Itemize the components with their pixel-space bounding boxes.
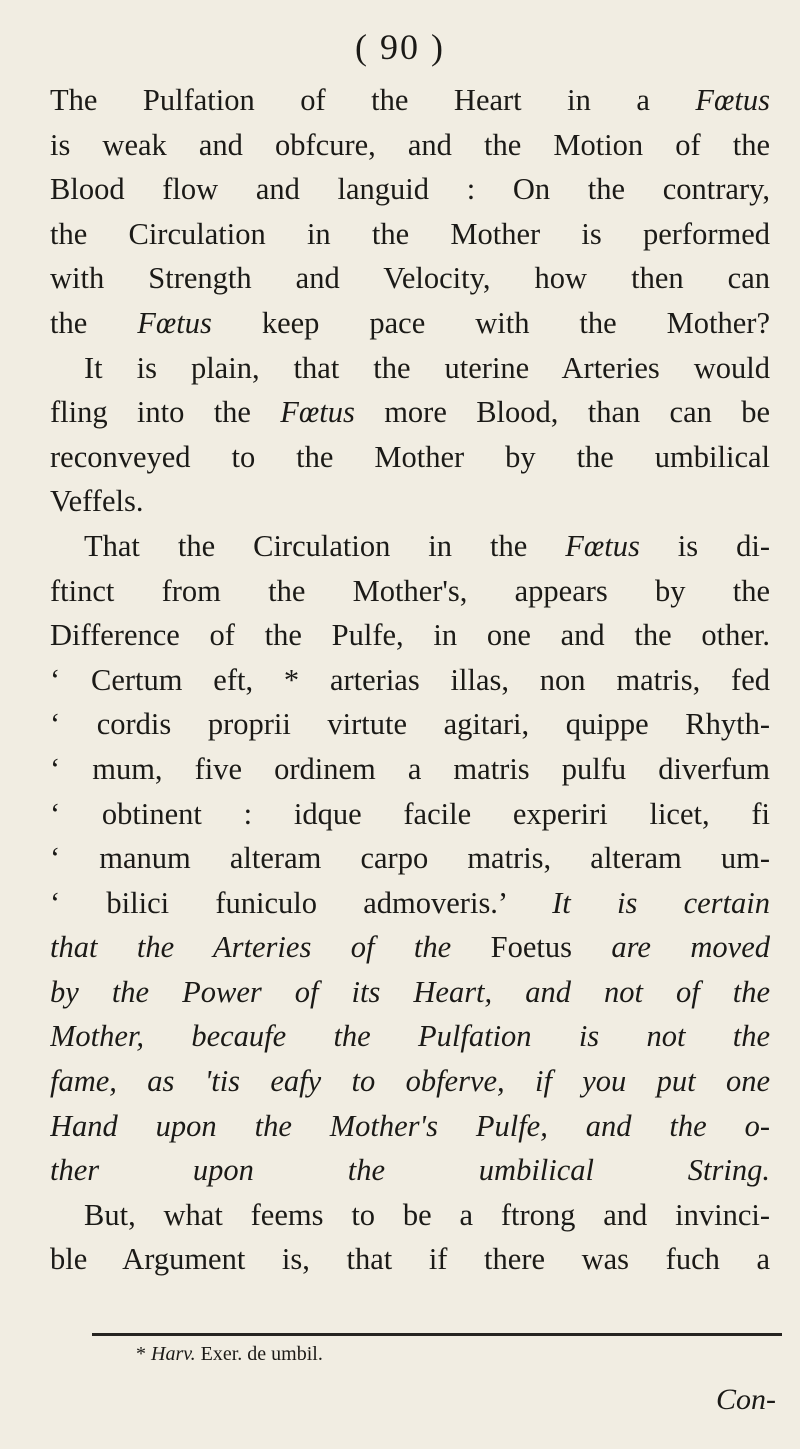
text-line: [50, 256, 770, 301]
roman-text: reconveyed to the Mother by the umbilical: [50, 439, 770, 474]
text-line: [50, 792, 770, 837]
text-line: [50, 78, 770, 123]
roman-text: But, what feems to be a ftrong and invinci-: [84, 1197, 770, 1232]
text-line: [50, 881, 770, 926]
body-text: [50, 78, 770, 1282]
text-line: [50, 390, 770, 435]
roman-text: with Strength and Velocity, how then can: [50, 261, 770, 296]
italic-text: Fœtus: [695, 83, 770, 117]
italic-text: Mother, becaufe the Pulfation is not the: [50, 1019, 770, 1054]
italic-text: are moved: [571, 930, 770, 965]
roman-text: ‘ bilici funiculo admoveris.’: [50, 885, 553, 920]
roman-text: Blood flow and languid : On the contrary,: [50, 172, 770, 207]
text-line: [50, 702, 770, 747]
roman-text: the Circulation in the Mother is performed: [50, 216, 770, 251]
italic-text: It is certain: [552, 885, 770, 920]
footnote-author: Harv.: [151, 1343, 196, 1365]
roman-text: the: [50, 305, 138, 340]
text-line: [50, 1193, 770, 1238]
roman-text: It is plain, that the uterine Arteries would: [84, 350, 770, 385]
text-line: [50, 1237, 770, 1282]
text-line: [50, 613, 770, 658]
text-line: [50, 167, 770, 212]
italic-text: Hand upon the Mother's Pulfe, and the o-: [50, 1108, 770, 1143]
roman-text: fling into the: [50, 395, 281, 430]
italic-text: fame, as 'tis eafy to obferve, if you put one: [50, 1064, 770, 1099]
text-line: [50, 346, 770, 391]
roman-text: Difference of the Pulfe, in one and the other.: [50, 618, 770, 653]
text-line: [50, 1014, 770, 1059]
italic-text: that the Arteries of the: [50, 930, 491, 965]
text-line: [50, 836, 770, 881]
footnote-mark: *: [136, 1343, 151, 1365]
text-line: [50, 747, 770, 792]
text-line: [50, 1059, 770, 1104]
page-number-header: ( 90 ): [355, 27, 445, 67]
roman-text: ‘ manum alteram carpo matris, alteram um-: [50, 841, 770, 876]
text-line: [50, 925, 770, 970]
text-line: [50, 970, 770, 1015]
text-line: [50, 1148, 770, 1193]
text-line: [50, 569, 770, 614]
text-line: [50, 212, 770, 257]
text-line: [50, 658, 770, 703]
roman-text: ‘ Certum eft, * arterias illas, non matris, fed: [50, 662, 770, 697]
italic-text: Fœtus: [565, 528, 640, 563]
roman-text: is weak and obfcure, and the Motion of the: [50, 127, 770, 162]
roman-text: Foetus: [490, 930, 572, 965]
roman-text: ‘ obtinent : idque facile experiri licet, fi: [50, 796, 770, 831]
italic-text: Fœtus: [280, 395, 355, 430]
roman-text: is di-: [639, 528, 770, 563]
text-line: [50, 301, 770, 346]
footnote-reference: Exer. de umbil.: [195, 1343, 323, 1365]
text-line: [50, 1104, 770, 1149]
footnote-rule: [92, 1333, 782, 1336]
roman-text: keep pace with the Mother?: [211, 305, 770, 340]
roman-text: ‘ mum, five ordinem a matris pulfu diverfum: [50, 751, 770, 786]
roman-text: more Blood, than can be: [354, 395, 770, 430]
text-line: [50, 123, 770, 168]
italic-text: ther upon the umbilical String.: [50, 1153, 770, 1188]
roman-text: ‘ cordis proprii virtute agitari, quippe Rhyth-: [50, 707, 770, 742]
roman-text: The Pulfation of the Heart in a: [50, 83, 696, 117]
text-line: [50, 479, 770, 524]
italic-text: Fœtus: [137, 305, 212, 340]
text-line: [50, 435, 770, 480]
roman-text: ble Argument is, that if there was fuch a: [50, 1242, 770, 1277]
text-line: [50, 524, 770, 569]
italic-text: by the Power of its Heart, and not of the: [50, 974, 770, 1009]
roman-text: Veffels.: [50, 484, 144, 519]
footnote: [136, 1343, 323, 1366]
roman-text: That the Circulation in the: [84, 528, 566, 563]
roman-text: ftinct from the Mother's, appears by the: [50, 573, 770, 608]
catchword: Con-: [716, 1383, 776, 1416]
